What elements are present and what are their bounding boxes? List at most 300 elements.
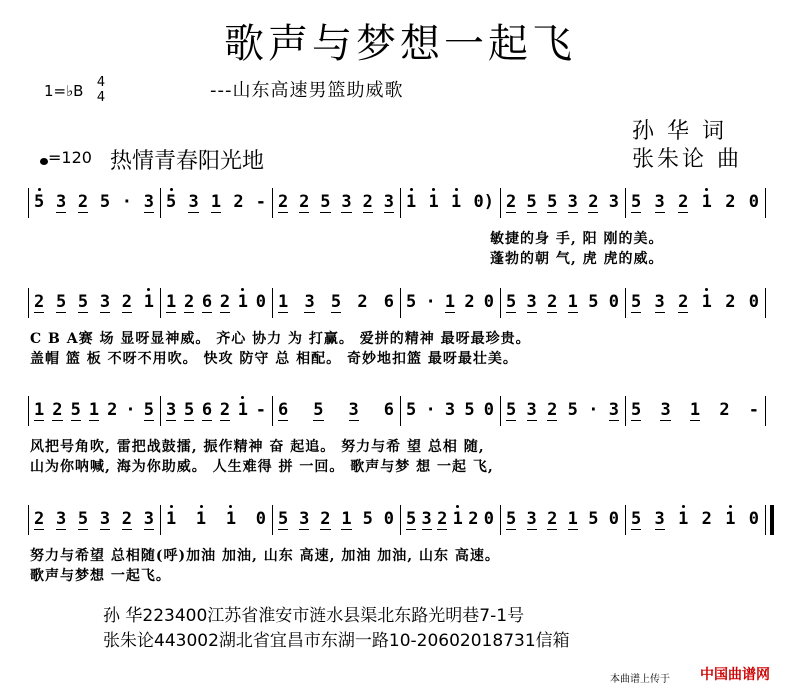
note-digit: 3 bbox=[341, 192, 352, 212]
underline bbox=[278, 529, 288, 530]
note-digit: 2 bbox=[678, 192, 689, 212]
note bbox=[451, 192, 461, 212]
barline bbox=[400, 396, 401, 426]
note-digit: 2 bbox=[547, 400, 558, 420]
note-digit: 1 bbox=[452, 509, 463, 529]
note-digit: 3 bbox=[188, 192, 199, 212]
note bbox=[468, 509, 478, 529]
note-digit: 2 bbox=[107, 400, 118, 420]
note-digit: 5 bbox=[55, 292, 67, 312]
note bbox=[406, 509, 416, 529]
note-digit: 3 bbox=[304, 292, 315, 312]
note-digit: 1 bbox=[166, 292, 177, 312]
underline bbox=[527, 312, 537, 313]
note-digit: 5 bbox=[506, 292, 517, 312]
note-digit: 1 bbox=[567, 292, 578, 312]
note bbox=[56, 192, 66, 212]
note bbox=[238, 292, 248, 312]
measure bbox=[34, 192, 154, 212]
measure bbox=[406, 509, 494, 529]
note bbox=[363, 192, 373, 212]
underline bbox=[660, 420, 670, 421]
underline bbox=[313, 420, 323, 421]
note bbox=[527, 292, 537, 312]
note-digit: 5 bbox=[77, 292, 89, 312]
underline bbox=[527, 420, 537, 421]
underline bbox=[144, 420, 154, 421]
note bbox=[188, 192, 198, 212]
note-digit: 2 bbox=[233, 192, 244, 212]
measure bbox=[406, 292, 494, 312]
barline bbox=[160, 188, 161, 218]
note bbox=[144, 292, 154, 312]
underline bbox=[166, 312, 176, 313]
underline bbox=[320, 212, 330, 213]
note bbox=[220, 400, 230, 420]
quarter-note-icon bbox=[40, 158, 48, 165]
note bbox=[484, 400, 494, 420]
barline bbox=[400, 288, 401, 318]
barline bbox=[500, 505, 501, 535]
note bbox=[52, 400, 62, 420]
note-digit: 2 bbox=[34, 509, 45, 529]
note-digit: 5 bbox=[506, 400, 517, 420]
barline bbox=[160, 396, 161, 426]
note-digit: 2 bbox=[468, 509, 479, 529]
note-digit: 3 bbox=[567, 192, 578, 212]
underline bbox=[304, 312, 314, 313]
note bbox=[100, 192, 110, 212]
expression-marking: 热情青春阳光地 bbox=[110, 149, 265, 174]
measure bbox=[278, 400, 394, 420]
composer-credit: 张朱论 曲 bbox=[632, 147, 742, 172]
underline bbox=[349, 420, 359, 421]
underline bbox=[78, 312, 88, 313]
note-digit: 1 bbox=[567, 509, 578, 529]
note bbox=[184, 292, 194, 312]
underline bbox=[320, 529, 330, 530]
note bbox=[256, 192, 266, 212]
note bbox=[278, 192, 288, 212]
underline bbox=[166, 420, 176, 421]
note-digit: 2 bbox=[701, 509, 712, 529]
note-digit: 1 bbox=[725, 509, 736, 529]
barline bbox=[765, 288, 766, 318]
note-digit: 3 bbox=[526, 509, 537, 529]
note bbox=[100, 292, 110, 312]
note bbox=[202, 292, 212, 312]
note-digit: 0 bbox=[483, 400, 494, 420]
note-digit: 1 bbox=[451, 192, 462, 212]
underline bbox=[188, 212, 198, 213]
note bbox=[320, 509, 330, 529]
underline bbox=[506, 212, 516, 213]
underline bbox=[331, 312, 341, 313]
underline bbox=[655, 312, 665, 313]
note-digit: 1 bbox=[428, 192, 439, 212]
note-digit: 6 bbox=[383, 400, 394, 420]
note-digit: 2 bbox=[299, 192, 310, 212]
note bbox=[384, 292, 394, 312]
note bbox=[233, 192, 243, 212]
upload-note: 本曲谱上传于 bbox=[610, 674, 670, 685]
note-digit: 1 bbox=[689, 400, 701, 420]
underline bbox=[437, 529, 447, 530]
note-digit: - bbox=[255, 192, 266, 212]
underline bbox=[568, 312, 578, 313]
measure bbox=[34, 292, 154, 312]
lyric-line: 歌声与梦想 一起飞。 bbox=[30, 568, 171, 584]
underline bbox=[71, 420, 81, 421]
note-digit: 2 bbox=[547, 509, 558, 529]
underline bbox=[506, 420, 516, 421]
note bbox=[71, 400, 81, 420]
underline bbox=[631, 529, 641, 530]
note bbox=[506, 192, 516, 212]
tempo-value: =120 bbox=[48, 148, 92, 167]
note-digit: 3 bbox=[526, 400, 537, 420]
note bbox=[278, 292, 288, 312]
underline bbox=[547, 420, 557, 421]
barline bbox=[400, 188, 401, 218]
note bbox=[678, 509, 688, 529]
note bbox=[341, 192, 351, 212]
lyric-line: 敏捷的身 手, 阳 刚的美。 bbox=[490, 231, 664, 247]
note-digit: 2 bbox=[719, 400, 730, 420]
barline bbox=[272, 505, 273, 535]
note-digit: - bbox=[255, 400, 266, 420]
note bbox=[484, 292, 494, 312]
measure bbox=[34, 400, 154, 420]
note-digit: 0 bbox=[383, 509, 394, 529]
note-digit: 2 bbox=[547, 292, 558, 312]
note-digit: 6 bbox=[383, 292, 394, 312]
note-digit: 2 bbox=[725, 192, 736, 212]
note-digit: 3 bbox=[421, 509, 432, 529]
barline bbox=[160, 505, 161, 535]
note bbox=[144, 192, 154, 212]
note-digit: 5 bbox=[320, 192, 331, 212]
underline bbox=[506, 529, 516, 530]
underline bbox=[278, 212, 288, 213]
note-digit: 0 bbox=[748, 509, 759, 529]
note-digit: 3 bbox=[143, 192, 154, 212]
barline bbox=[28, 288, 29, 318]
note bbox=[631, 192, 641, 212]
barline bbox=[500, 188, 501, 218]
note-digit: 5 bbox=[547, 192, 558, 212]
note bbox=[568, 192, 578, 212]
underline bbox=[220, 312, 230, 313]
note bbox=[445, 292, 455, 312]
underline bbox=[78, 529, 88, 530]
lyric-line: 盖帽 篮 板 不呀不用吹。 快攻 防守 总 相配。 奇妙地扣篮 最呀最壮美。 bbox=[30, 351, 518, 367]
note bbox=[445, 400, 455, 420]
note-digit: 2 bbox=[588, 192, 599, 212]
note bbox=[690, 400, 700, 420]
note bbox=[547, 400, 557, 420]
measure bbox=[34, 509, 154, 529]
note bbox=[506, 509, 516, 529]
note bbox=[719, 400, 729, 420]
note-digit: 3 bbox=[444, 400, 456, 420]
underline bbox=[445, 312, 455, 313]
note-digit: - bbox=[748, 400, 759, 420]
note-digit: 0 bbox=[748, 192, 759, 212]
note bbox=[34, 400, 44, 420]
note-digit: 1 bbox=[701, 292, 712, 312]
note-digit: 3 bbox=[608, 192, 619, 212]
note bbox=[527, 192, 537, 212]
time-signature bbox=[95, 75, 107, 105]
note bbox=[341, 509, 351, 529]
note-digit: · bbox=[588, 400, 599, 420]
measure bbox=[506, 400, 619, 420]
note bbox=[304, 292, 314, 312]
note-digit: 5 bbox=[506, 509, 517, 529]
note bbox=[299, 509, 309, 529]
note bbox=[220, 292, 230, 312]
note bbox=[425, 400, 435, 420]
note-digit: 1 bbox=[678, 509, 689, 529]
note bbox=[349, 400, 359, 420]
note-digit: 2 bbox=[357, 292, 368, 312]
barline bbox=[765, 188, 766, 218]
note-digit: 3 bbox=[654, 292, 665, 312]
note bbox=[631, 509, 641, 529]
note bbox=[422, 509, 432, 529]
note-digit: 0) bbox=[473, 192, 494, 212]
note bbox=[256, 400, 266, 420]
note bbox=[749, 192, 759, 212]
note bbox=[384, 400, 394, 420]
note-digit: 6 bbox=[201, 292, 213, 312]
underline bbox=[678, 212, 688, 213]
note bbox=[78, 292, 88, 312]
note bbox=[655, 509, 665, 529]
note-digit: 5 bbox=[631, 509, 642, 529]
note bbox=[238, 400, 248, 420]
underline bbox=[609, 420, 619, 421]
note bbox=[144, 509, 154, 529]
barline bbox=[272, 188, 273, 218]
note-digit: 0 bbox=[255, 509, 266, 529]
note-digit: 2 bbox=[678, 292, 689, 312]
note-digit: 1 bbox=[341, 509, 352, 529]
time-signature-denominator: 4 bbox=[96, 90, 106, 105]
note bbox=[122, 509, 132, 529]
note bbox=[547, 292, 557, 312]
note bbox=[437, 509, 447, 529]
note bbox=[609, 192, 619, 212]
measure bbox=[406, 192, 494, 212]
note-digit: 6 bbox=[201, 400, 213, 420]
underline bbox=[299, 212, 309, 213]
underline bbox=[56, 312, 66, 313]
note-digit: 2 bbox=[219, 292, 231, 312]
underline bbox=[144, 529, 154, 530]
measure bbox=[166, 400, 266, 420]
note-digit: 5 bbox=[166, 192, 177, 212]
note bbox=[406, 192, 416, 212]
note bbox=[357, 292, 367, 312]
note bbox=[547, 509, 557, 529]
note bbox=[256, 292, 266, 312]
note bbox=[678, 192, 688, 212]
barline bbox=[625, 396, 626, 426]
note bbox=[144, 400, 154, 420]
note bbox=[749, 292, 759, 312]
tempo-marking bbox=[40, 148, 92, 167]
note bbox=[609, 400, 619, 420]
barline bbox=[272, 396, 273, 426]
note bbox=[166, 400, 176, 420]
barline bbox=[625, 188, 626, 218]
note-digit: 2 bbox=[320, 509, 331, 529]
note bbox=[107, 400, 117, 420]
note bbox=[678, 292, 688, 312]
note-digit: 5 bbox=[34, 192, 45, 212]
barline bbox=[28, 188, 29, 218]
underline bbox=[655, 529, 665, 530]
note-digit: 1 bbox=[143, 292, 154, 312]
underline bbox=[122, 312, 132, 313]
underline bbox=[341, 529, 351, 530]
underline bbox=[202, 420, 212, 421]
note bbox=[429, 192, 439, 212]
note bbox=[313, 400, 323, 420]
note-digit: 5 bbox=[77, 509, 89, 529]
note bbox=[527, 400, 537, 420]
note bbox=[384, 192, 394, 212]
final-barline bbox=[770, 505, 774, 535]
underline bbox=[547, 529, 557, 530]
note bbox=[484, 509, 494, 529]
note bbox=[506, 292, 516, 312]
note bbox=[202, 400, 212, 420]
note-digit: 1 bbox=[406, 192, 417, 212]
note-digit: 5 bbox=[631, 400, 642, 420]
note-digit: 5 bbox=[567, 400, 578, 420]
note bbox=[34, 292, 44, 312]
note-digit: 2 bbox=[34, 292, 45, 312]
note bbox=[125, 400, 135, 420]
note-digit: 2 bbox=[121, 292, 132, 312]
note-digit: 3 bbox=[55, 192, 67, 212]
lyric-line: 山为你呐喊, 海为你助威。 人生难得 拼 一回。 歌声与梦 想 一起 飞, bbox=[30, 459, 494, 475]
note-digit: 5 bbox=[143, 400, 154, 420]
note-digit: 3 bbox=[608, 400, 619, 420]
note bbox=[568, 400, 578, 420]
note bbox=[725, 292, 735, 312]
note bbox=[34, 192, 44, 212]
note bbox=[406, 400, 416, 420]
note bbox=[100, 509, 110, 529]
note bbox=[749, 509, 759, 529]
note-digit: 2 bbox=[464, 292, 475, 312]
note bbox=[425, 292, 435, 312]
key-signature: 1=♭B bbox=[44, 82, 84, 100]
note-digit: 1 bbox=[237, 400, 248, 420]
note-digit: 2 bbox=[506, 192, 517, 212]
note bbox=[166, 509, 176, 529]
lyric-line: C B A赛 场 显呀显神威。 齐心 协力 为 打赢。 爱拼的精神 最呀最珍贵。 bbox=[30, 331, 531, 347]
note-digit: 1 bbox=[278, 292, 289, 312]
note-digit: 3 bbox=[299, 509, 310, 529]
underline bbox=[568, 529, 578, 530]
song-subtitle: ---山东高速男篮助威歌 bbox=[210, 80, 404, 101]
note-digit: 0 bbox=[608, 292, 619, 312]
underline bbox=[547, 312, 557, 313]
underline bbox=[184, 312, 194, 313]
note-digit: 1 bbox=[34, 400, 45, 420]
note bbox=[506, 400, 516, 420]
note bbox=[56, 292, 66, 312]
note bbox=[609, 509, 619, 529]
underline bbox=[655, 212, 665, 213]
barline bbox=[160, 288, 161, 318]
note-digit: 3 bbox=[99, 509, 111, 529]
note bbox=[588, 192, 598, 212]
note bbox=[78, 509, 88, 529]
barline bbox=[400, 505, 401, 535]
note-digit: · bbox=[125, 400, 136, 420]
note-digit: 3 bbox=[526, 292, 537, 312]
barline bbox=[625, 288, 626, 318]
note bbox=[278, 509, 288, 529]
note-digit: 0 bbox=[255, 292, 266, 312]
note bbox=[78, 192, 88, 212]
note bbox=[320, 192, 330, 212]
note-digit: 1 bbox=[225, 509, 237, 529]
measure bbox=[166, 192, 266, 212]
barline bbox=[625, 505, 626, 535]
note-digit: 1 bbox=[444, 292, 456, 312]
note-digit: 5 bbox=[526, 192, 537, 212]
underline bbox=[588, 212, 598, 213]
note-digit: 1 bbox=[210, 192, 222, 212]
underline bbox=[631, 212, 641, 213]
note-digit: 2 bbox=[725, 292, 736, 312]
note bbox=[464, 400, 474, 420]
note-digit: 5 bbox=[330, 292, 342, 312]
underline bbox=[122, 529, 132, 530]
measure bbox=[631, 192, 759, 212]
underline bbox=[527, 529, 537, 530]
note bbox=[655, 192, 665, 212]
note-digit: · bbox=[121, 192, 132, 212]
note bbox=[631, 292, 641, 312]
note bbox=[702, 292, 712, 312]
barline bbox=[272, 288, 273, 318]
underline bbox=[690, 420, 700, 421]
barline bbox=[500, 396, 501, 426]
note-digit: 5 bbox=[278, 509, 289, 529]
note bbox=[655, 292, 665, 312]
underline bbox=[278, 420, 288, 421]
underline bbox=[384, 212, 394, 213]
note-digit: 5 bbox=[631, 192, 642, 212]
note bbox=[453, 509, 463, 529]
measure bbox=[166, 509, 266, 529]
measure bbox=[506, 509, 619, 529]
note bbox=[749, 400, 759, 420]
underline bbox=[406, 529, 416, 530]
note bbox=[89, 400, 99, 420]
note-digit: 3 bbox=[166, 400, 177, 420]
lyric-line: 努力与希望 总相随(呼)加油 加油, 山东 高速, 加油 加油, 山东 高速。 bbox=[30, 548, 500, 564]
contact-line: 张朱论443002湖北省宜昌市东湖一路10-20602018731信箱 bbox=[103, 631, 570, 651]
